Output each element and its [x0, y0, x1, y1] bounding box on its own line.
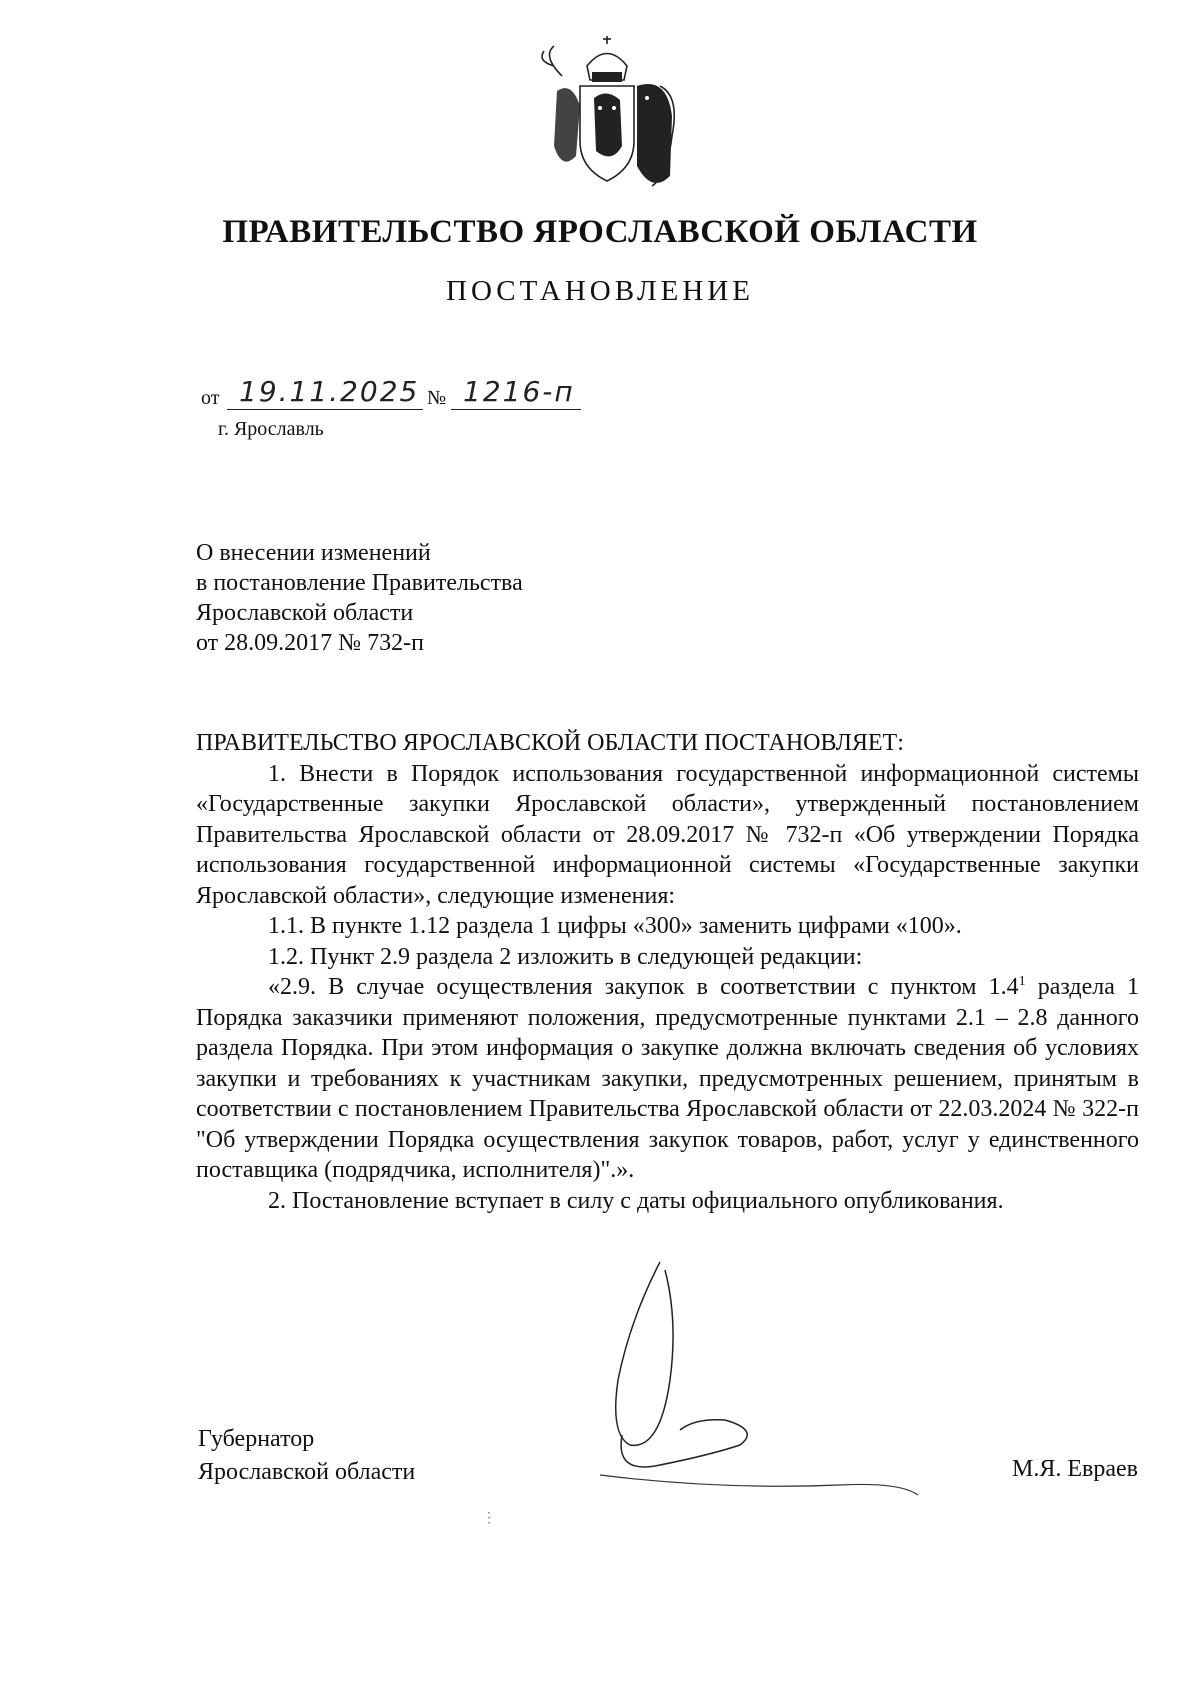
subject-line: Ярославской области — [196, 600, 414, 626]
superscript-1: 1 — [1018, 974, 1026, 989]
signatory-role — [198, 1423, 415, 1489]
city-label: г. Ярославль — [218, 418, 324, 440]
paragraph-1-2: 1.2. Пункт 2.9 раздела 2 изложить в следующей редакции: — [268, 943, 863, 970]
organization-title: ПРАВИТЕЛЬСТВО ЯРОСЛАВСКОЙ ОБЛАСТИ — [222, 214, 978, 250]
handwritten-number: 1216-п — [463, 375, 575, 408]
document-type: ПОСТАНОВЛЕНИЕ — [446, 275, 754, 307]
number-label: № — [427, 387, 447, 409]
paragraph-1: 1. Внести в Порядок использования государственной информационной системы «Государственные закупки Ярославской области», утвержденный постановлением Правительства Ярославской области от 28.09.2017 № 732-п «Об утверждении Порядка использования государственной информационной системы «Государственные закупки Ярославской области», следующие изменения: — [196, 760, 1139, 909]
signatory-name: М.Я. Евраев — [1012, 1456, 1138, 1482]
subject-line: О внесении изменений — [196, 540, 431, 566]
handwritten-date: 19.11.2025 — [239, 375, 420, 408]
subject-line: от 28.09.2017 № 732-п — [196, 630, 424, 656]
date-underline — [227, 409, 423, 410]
resolution-heading: ПРАВИТЕЛЬСТВО ЯРОСЛАВСКОЙ ОБЛАСТИ ПОСТАНОВЛЯЕТ: — [196, 730, 904, 756]
coat-of-arms-emblem — [532, 36, 682, 196]
scan-artifact: ⋮ — [482, 1511, 496, 1526]
subject-line: в постановление Правительства — [196, 570, 523, 596]
date-from-label: от — [201, 387, 220, 409]
handwritten-signature — [600, 1260, 940, 1500]
paragraph-2-9-rest: раздела 1 Порядка заказчики применяют положения, предусмотренные пунктами 2.1 – 2.8 данного раздела Порядка. При этом информация о закупке должна включать сведения об условиях закупки и требованиях к участникам закупки, предусмотренных решением, принятым в соответствии с постановлением Правительства Ярославской области от 22.03.2024 № 322-п "Об утверждении Порядка осуществления закупок товаров, работ, услуг у единственного поставщика (подрядчика, исполнителя)".». — [196, 974, 1139, 1183]
number-underline — [451, 409, 581, 410]
paragraph-2: 2. Постановление вступает в силу с даты официального опубликования. — [268, 1187, 1004, 1214]
paragraph-1-1: 1.1. В пункте 1.12 раздела 1 цифры «300» заменить цифрами «100». — [268, 913, 962, 939]
paragraph-2-9-start: «2.9. В случае осуществления закупок в соответствии с пунктом 1.4 — [268, 974, 1019, 1000]
paragraph-2-9 — [196, 972, 1139, 1186]
document-subject — [196, 538, 523, 658]
registration-line — [201, 375, 621, 414]
role-line: Ярославской области — [198, 1459, 416, 1485]
role-line: Губернатор — [198, 1426, 315, 1452]
document-body — [196, 728, 1139, 1216]
